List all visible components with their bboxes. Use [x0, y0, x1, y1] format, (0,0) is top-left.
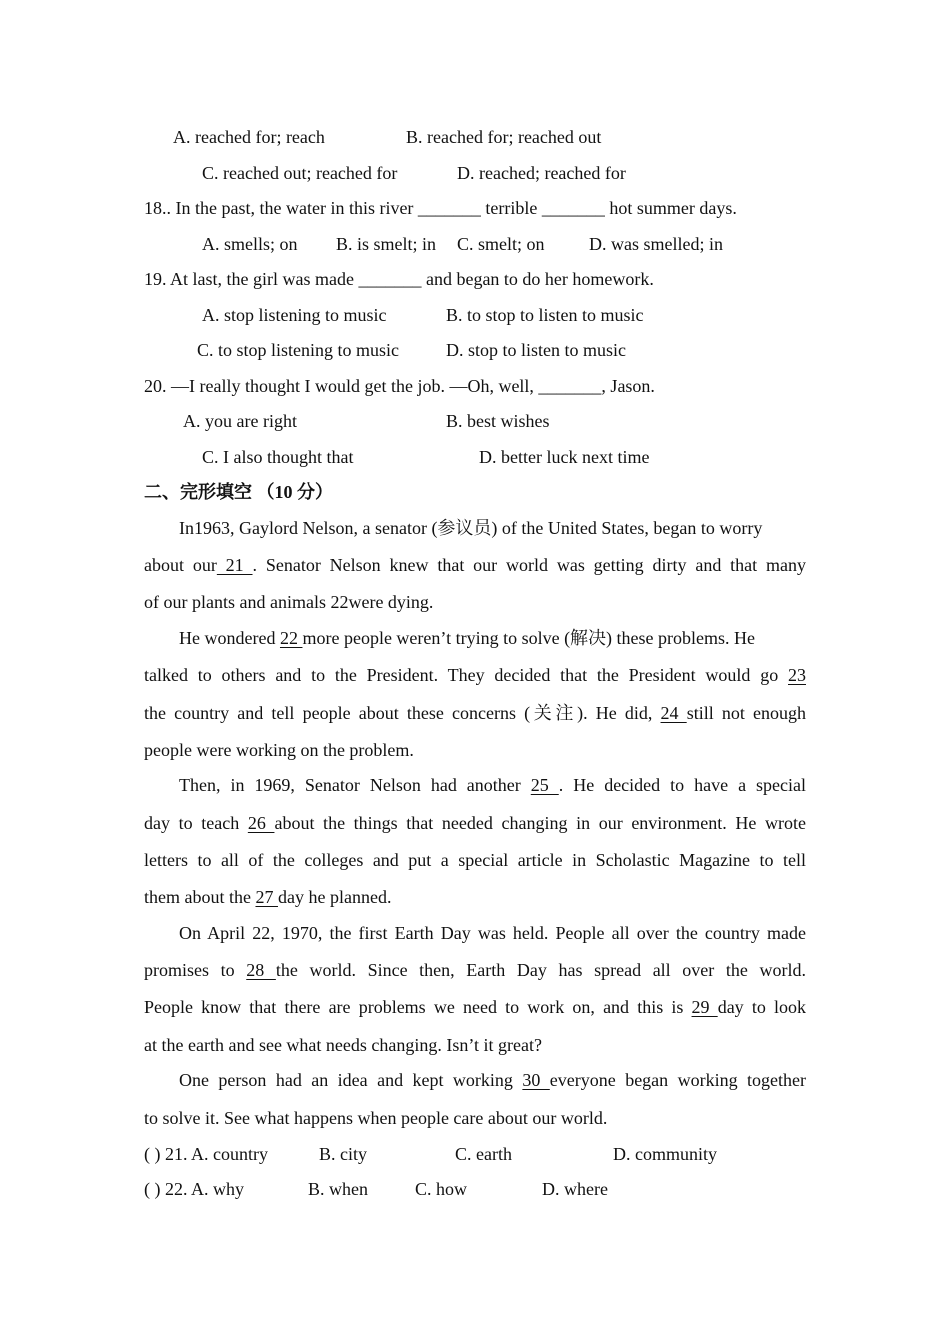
blank-25: 25: [530, 775, 559, 795]
passage-text: . Senator Nelson knew that our world was getting dirty and that many: [252, 555, 807, 575]
blank-21: 21: [216, 555, 253, 575]
q22-option-c: C. how: [415, 1179, 468, 1199]
q18-option-a: A. smells; on: [202, 234, 298, 254]
q17-option-a: A. reached for; reach: [173, 127, 325, 147]
blank-22: 22: [279, 628, 303, 648]
passage-text: People know that there are problems we need to work on, and this is: [144, 997, 692, 1017]
q20-option-d: D. better luck next time: [479, 447, 650, 467]
passage-p3-line1: [179, 774, 806, 796]
blank-23: 23: [788, 665, 806, 685]
passage-p3-line4: [144, 886, 391, 908]
passage-text: about the things that needed changing in our environment. He wrote: [274, 813, 807, 833]
q17-option-b: B. reached for; reached out: [406, 127, 602, 147]
passage-text: the world. Since then, Earth Day has spread all over the world.: [275, 960, 806, 980]
q22-option-b: B. when: [308, 1179, 368, 1199]
passage-text: day to teach: [144, 813, 248, 833]
passage-p1-line3: of our plants and animals 22were dying.: [144, 592, 434, 612]
passage-text: . He decided to have a special: [558, 775, 807, 795]
q20-option-b: B. best wishes: [446, 411, 550, 431]
q18-option-c: C. smelt; on: [457, 234, 545, 254]
passage-p4-line4: at the earth and see what needs changing. Isn’t it great?: [144, 1035, 543, 1055]
blank-30: 30: [522, 1070, 550, 1090]
q22-option-d: D. where: [542, 1179, 608, 1199]
passage-text: day to look: [717, 997, 806, 1017]
q18-stem: 18.. In the past, the water in this river _______ terrible _______ hot summer days.: [144, 198, 737, 218]
q21-option-b: B. city: [319, 1144, 367, 1164]
q21-option-c: C. earth: [455, 1144, 512, 1164]
passage-text: He wondered: [179, 628, 280, 648]
blank-29: 29: [691, 997, 718, 1017]
passage-p5-line2: to solve it. See what happens when people care about our world.: [144, 1108, 608, 1128]
q19-option-c: C. to stop listening to music: [197, 340, 400, 360]
passage-p3-line3: letters to all of the colleges and put a special article in Scholastic Magazine to tell: [144, 850, 806, 870]
passage-text: everyone began working together: [549, 1070, 806, 1090]
q17-option-c: C. reached out; reached for: [202, 163, 398, 183]
q19-option-d: D. stop to listen to music: [446, 340, 626, 360]
passage-p2-line2: [144, 664, 806, 686]
passage-text: about our: [144, 555, 217, 575]
q22-answer-and-option-a: ( ) 22. A. why: [144, 1179, 244, 1199]
passage-p3-line2: [144, 812, 806, 834]
passage-text: the country and tell people about these concerns (关注). He did,: [144, 703, 661, 723]
section-heading-cloze: 二、完形填空 （10 分）: [144, 482, 333, 502]
q19-option-b: B. to stop to listen to music: [446, 305, 644, 325]
passage-p2-line4: people were working on the problem.: [144, 740, 414, 760]
q17-option-d: D. reached; reached for: [457, 163, 626, 183]
passage-text: day he planned.: [277, 887, 392, 907]
q20-stem: 20. —I really thought I would get the job. —Oh, well, _______, Jason.: [144, 376, 655, 396]
blank-27: 27: [255, 887, 278, 907]
passage-p4-line3: [144, 996, 806, 1018]
passage-p2-line3: [144, 702, 806, 724]
q20-option-c: C. I also thought that: [202, 447, 354, 467]
q18-option-d: D. was smelled; in: [589, 234, 723, 254]
q18-option-b: B. is smelt; in: [336, 234, 437, 254]
passage-p2-line1: [179, 627, 755, 649]
q20-option-a: A. you are right: [183, 411, 297, 431]
passage-text: still not enough: [686, 703, 806, 723]
blank-26: 26: [247, 813, 275, 833]
passage-text: them about the: [144, 887, 256, 907]
blank-28: 28: [246, 960, 276, 980]
q19-option-a: A. stop listening to music: [202, 305, 387, 325]
q19-stem: 19. At last, the girl was made _______ and began to do her homework.: [144, 269, 654, 289]
passage-text: promises to: [144, 960, 247, 980]
passage-text: Then, in 1969, Senator Nelson had another: [179, 775, 531, 795]
passage-text: talked to others and to the President. They decided that the President would go: [144, 665, 788, 685]
passage-p1-line1: In1963, Gaylord Nelson, a senator (参议员) of the United States, began to worry: [179, 518, 763, 538]
passage-p4-line1: On April 22, 1970, the first Earth Day was held. People all over the country made: [179, 923, 806, 943]
passage-text: One person had an idea and kept working: [179, 1070, 523, 1090]
passage-p4-line2: [144, 959, 806, 981]
q21-answer-and-option-a: ( ) 21. A. country: [144, 1144, 268, 1164]
q21-option-d: D. community: [613, 1144, 717, 1164]
blank-24: 24: [660, 703, 687, 723]
passage-p1-line2: [144, 554, 806, 576]
passage-text: more people weren’t trying to solve (解决) these problems. He: [302, 628, 756, 648]
passage-p5-line1: [179, 1069, 806, 1091]
